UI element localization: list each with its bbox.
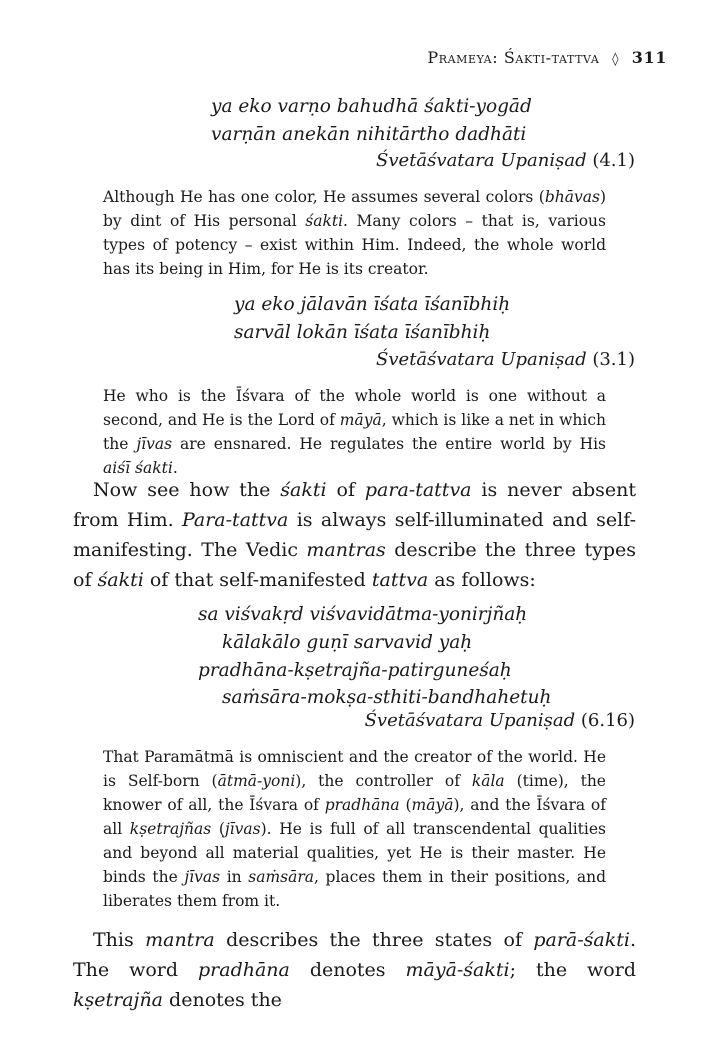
text: . The word — [73, 929, 636, 981]
italic-term: mantra — [145, 929, 215, 951]
verse-line: ya eko jālavān īśata īśanībhiḥ — [234, 294, 511, 315]
text: Although He has one color, He assumes several colors ( — [103, 188, 545, 206]
text: denotes — [289, 959, 406, 981]
italic-term: śakti — [97, 569, 144, 591]
italic-term: mantras — [306, 539, 386, 561]
translation-block — [103, 745, 606, 913]
source-ref: (4.1) — [592, 150, 635, 171]
italic-term: kāla — [471, 772, 505, 790]
verse-line: sarvāl lokān īśata īśanībhiḥ — [234, 322, 491, 343]
italic-term: jīvas — [136, 435, 173, 453]
text: (time), the knower of all, the Īśvara of — [103, 772, 606, 814]
italic-term: māyā-śakti — [405, 959, 510, 981]
italic-term: pradhāna — [198, 959, 290, 981]
italic-term: aiśī śakti — [103, 459, 173, 477]
text: , which is like a net in which the — [103, 411, 606, 453]
italic-term: ātmā-yoni — [217, 772, 296, 790]
italic-term: Para-tattva — [181, 509, 289, 531]
verse-source — [376, 150, 635, 171]
text: describe the three types of — [73, 539, 636, 591]
text: is never absent from Him. — [73, 479, 636, 531]
text: He who is the Īśvara of the whole world is one without a second, and He is the Lord of — [103, 387, 606, 429]
verse-line: saṁsāra-mokṣa-sthiti-bandhahetuḥ — [222, 687, 552, 708]
italic-term: jīvas — [224, 820, 261, 838]
text: . — [172, 459, 178, 477]
italic-term: saṁsāra — [248, 868, 314, 886]
italic-term: parā-śakti — [533, 929, 630, 951]
translation-block — [103, 384, 606, 480]
text: This — [93, 929, 146, 951]
running-header — [427, 48, 667, 67]
text: Now see how the — [93, 479, 281, 501]
italic-term: kṣetrajña — [73, 989, 164, 1011]
verse-line: ya eko varṇo bahudhā śakti-yogād — [211, 96, 532, 117]
italic-term: bhāvas — [544, 188, 600, 206]
italic-term: tattva — [371, 569, 429, 591]
text: of — [326, 479, 365, 501]
translation-block — [103, 185, 606, 281]
diamond-separator-icon: ◊ — [612, 52, 620, 67]
italic-term: śakti — [305, 212, 344, 230]
text: ) by dint of His personal — [103, 188, 606, 230]
text: . Many colors – that is, various types of potency – exist within Him. Indeed, the whole world has its being in Him, for He is its creator. — [103, 212, 606, 278]
body-paragraph — [73, 475, 636, 595]
text: ). He is full of all transcendental qualities and beyond all material qualities, yet He is their master. He binds the — [103, 820, 606, 886]
italic-term: jīvas — [184, 868, 221, 886]
text: ( — [399, 796, 412, 814]
verse-line: kālakālo guṇī sarvavid yaḥ — [222, 632, 473, 653]
text: ; the word — [509, 959, 636, 981]
source-ref: (3.1) — [592, 349, 635, 370]
text: of that self-manifested — [143, 569, 372, 591]
page-number: 311 — [631, 48, 667, 67]
italic-term: śakti — [280, 479, 327, 501]
text: That Paramātmā is omniscient and the creator of the world. He is Self-born ( — [103, 748, 606, 790]
text: as follows: — [428, 569, 536, 591]
source-name: Śvetāśvatara Upaniṣad — [364, 710, 576, 731]
text: ( — [211, 820, 225, 838]
text: describes the three states of — [214, 929, 534, 951]
italic-term: māyā — [339, 411, 382, 429]
verse-line: sa viśvakṛd viśvavidātma-yonirjñaḥ — [198, 604, 528, 625]
chapter-title: Prameya: Śakti-tattva — [427, 48, 600, 67]
verse-line: varṇān anekān nihitārtho dadhāti — [211, 124, 527, 145]
text: ), and the Īśvara of all — [103, 796, 606, 838]
source-name: Śvetāśvatara Upaniṣad — [376, 150, 587, 171]
verse-source — [365, 710, 635, 731]
italic-term: kṣetrajñas — [129, 820, 212, 838]
text: in — [220, 868, 249, 886]
text: are ensnared. He regulates the entire world by His — [172, 435, 606, 453]
source-ref: (6.16) — [580, 710, 635, 731]
text: , places them in their positions, and liberates them from it. — [103, 868, 606, 910]
italic-term: māyā — [411, 796, 454, 814]
source-name: Śvetāśvatara Upaniṣad — [376, 349, 587, 370]
italic-term: pradhāna — [324, 796, 400, 814]
body-paragraph — [73, 925, 636, 1015]
text: ), the controller of — [295, 772, 472, 790]
text: is always self-illuminated and self-manifesting. The Vedic — [73, 509, 636, 561]
italic-term: para-tattva — [364, 479, 472, 501]
text: denotes the — [163, 989, 282, 1011]
verse-source — [376, 349, 635, 370]
verse-line: pradhāna-kṣetrajña-patirguneśaḥ — [198, 660, 512, 681]
